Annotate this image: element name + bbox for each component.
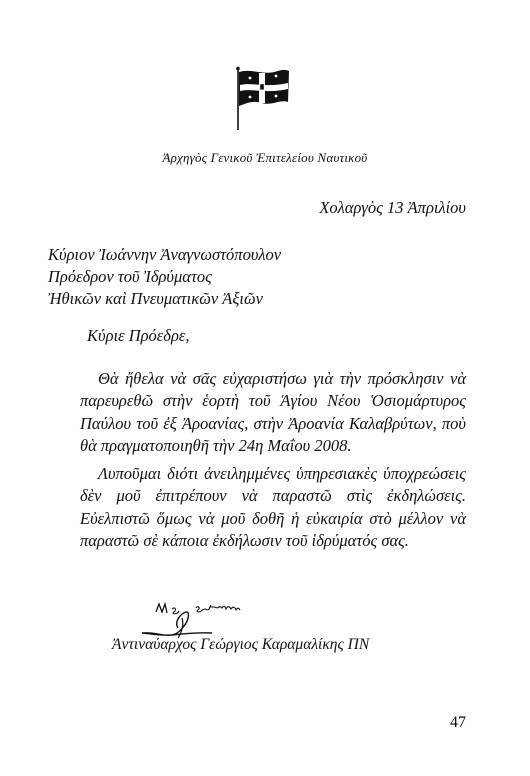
recipient-line: Πρόεδρον τοῦ Ἰδρύματος — [48, 267, 212, 286]
recipient-line: Ἠθικῶν καὶ Πνευματικῶν Ἀξιῶν — [48, 289, 263, 308]
letter-date: Χολαργὸς 13 Ἀπριλίου — [319, 198, 466, 217]
body-paragraph: Θὰ ἤθελα νὰ σᾶς εὐχαριστήσω γιὰ τὴν πρόσκλησιν νὰ παρευρεθῶ στὴν ἑορτὴ τοῦ Ἁγίου Νέου Ὁσιομάρτυρος Παύλου τοῦ ἐξ Ἀροανίας, στὴν Ἀροανία Καλαβρύτων, ποὺ θὰ πραγματοποιηθῆ τὴν 24η Μαΐου 2008. — [80, 369, 466, 455]
signatory-name: Ἀντιναύαρχος Γεώργιος Καραμαλίκης ΠΝ — [112, 636, 370, 653]
salutation: Κύριε Πρόεδρε, — [87, 326, 190, 345]
page-number: 47 — [450, 714, 466, 731]
recipient-block — [48, 244, 281, 310]
body-paragraph: Λυποῦμαι διότι ἀνειλημμένες ὑπηρεσιακὲς ὑποχρεώσεις δὲν μοῦ ἐπιτρέπουν νὰ παραστῶ στὶς ἐκδηλώσεις. Εὐελπιστῶ ὅμως νὰ μοῦ δοθῆ ἡ εὐκαιρία στὸ μέλλον νὰ παραστῶ σὲ κάποια ἐκδήλωσιν τοῦ ἱδρύματός σας. — [80, 464, 466, 550]
naval-flag-icon — [232, 66, 292, 132]
recipient-line: Κύριον Ἰωάννην Ἀναγνωστόπουλον — [48, 245, 282, 264]
letterhead: Ἀρχηγὸς Γενικοῦ Ἐπιτελείου Ναυτικοῦ — [162, 150, 368, 165]
